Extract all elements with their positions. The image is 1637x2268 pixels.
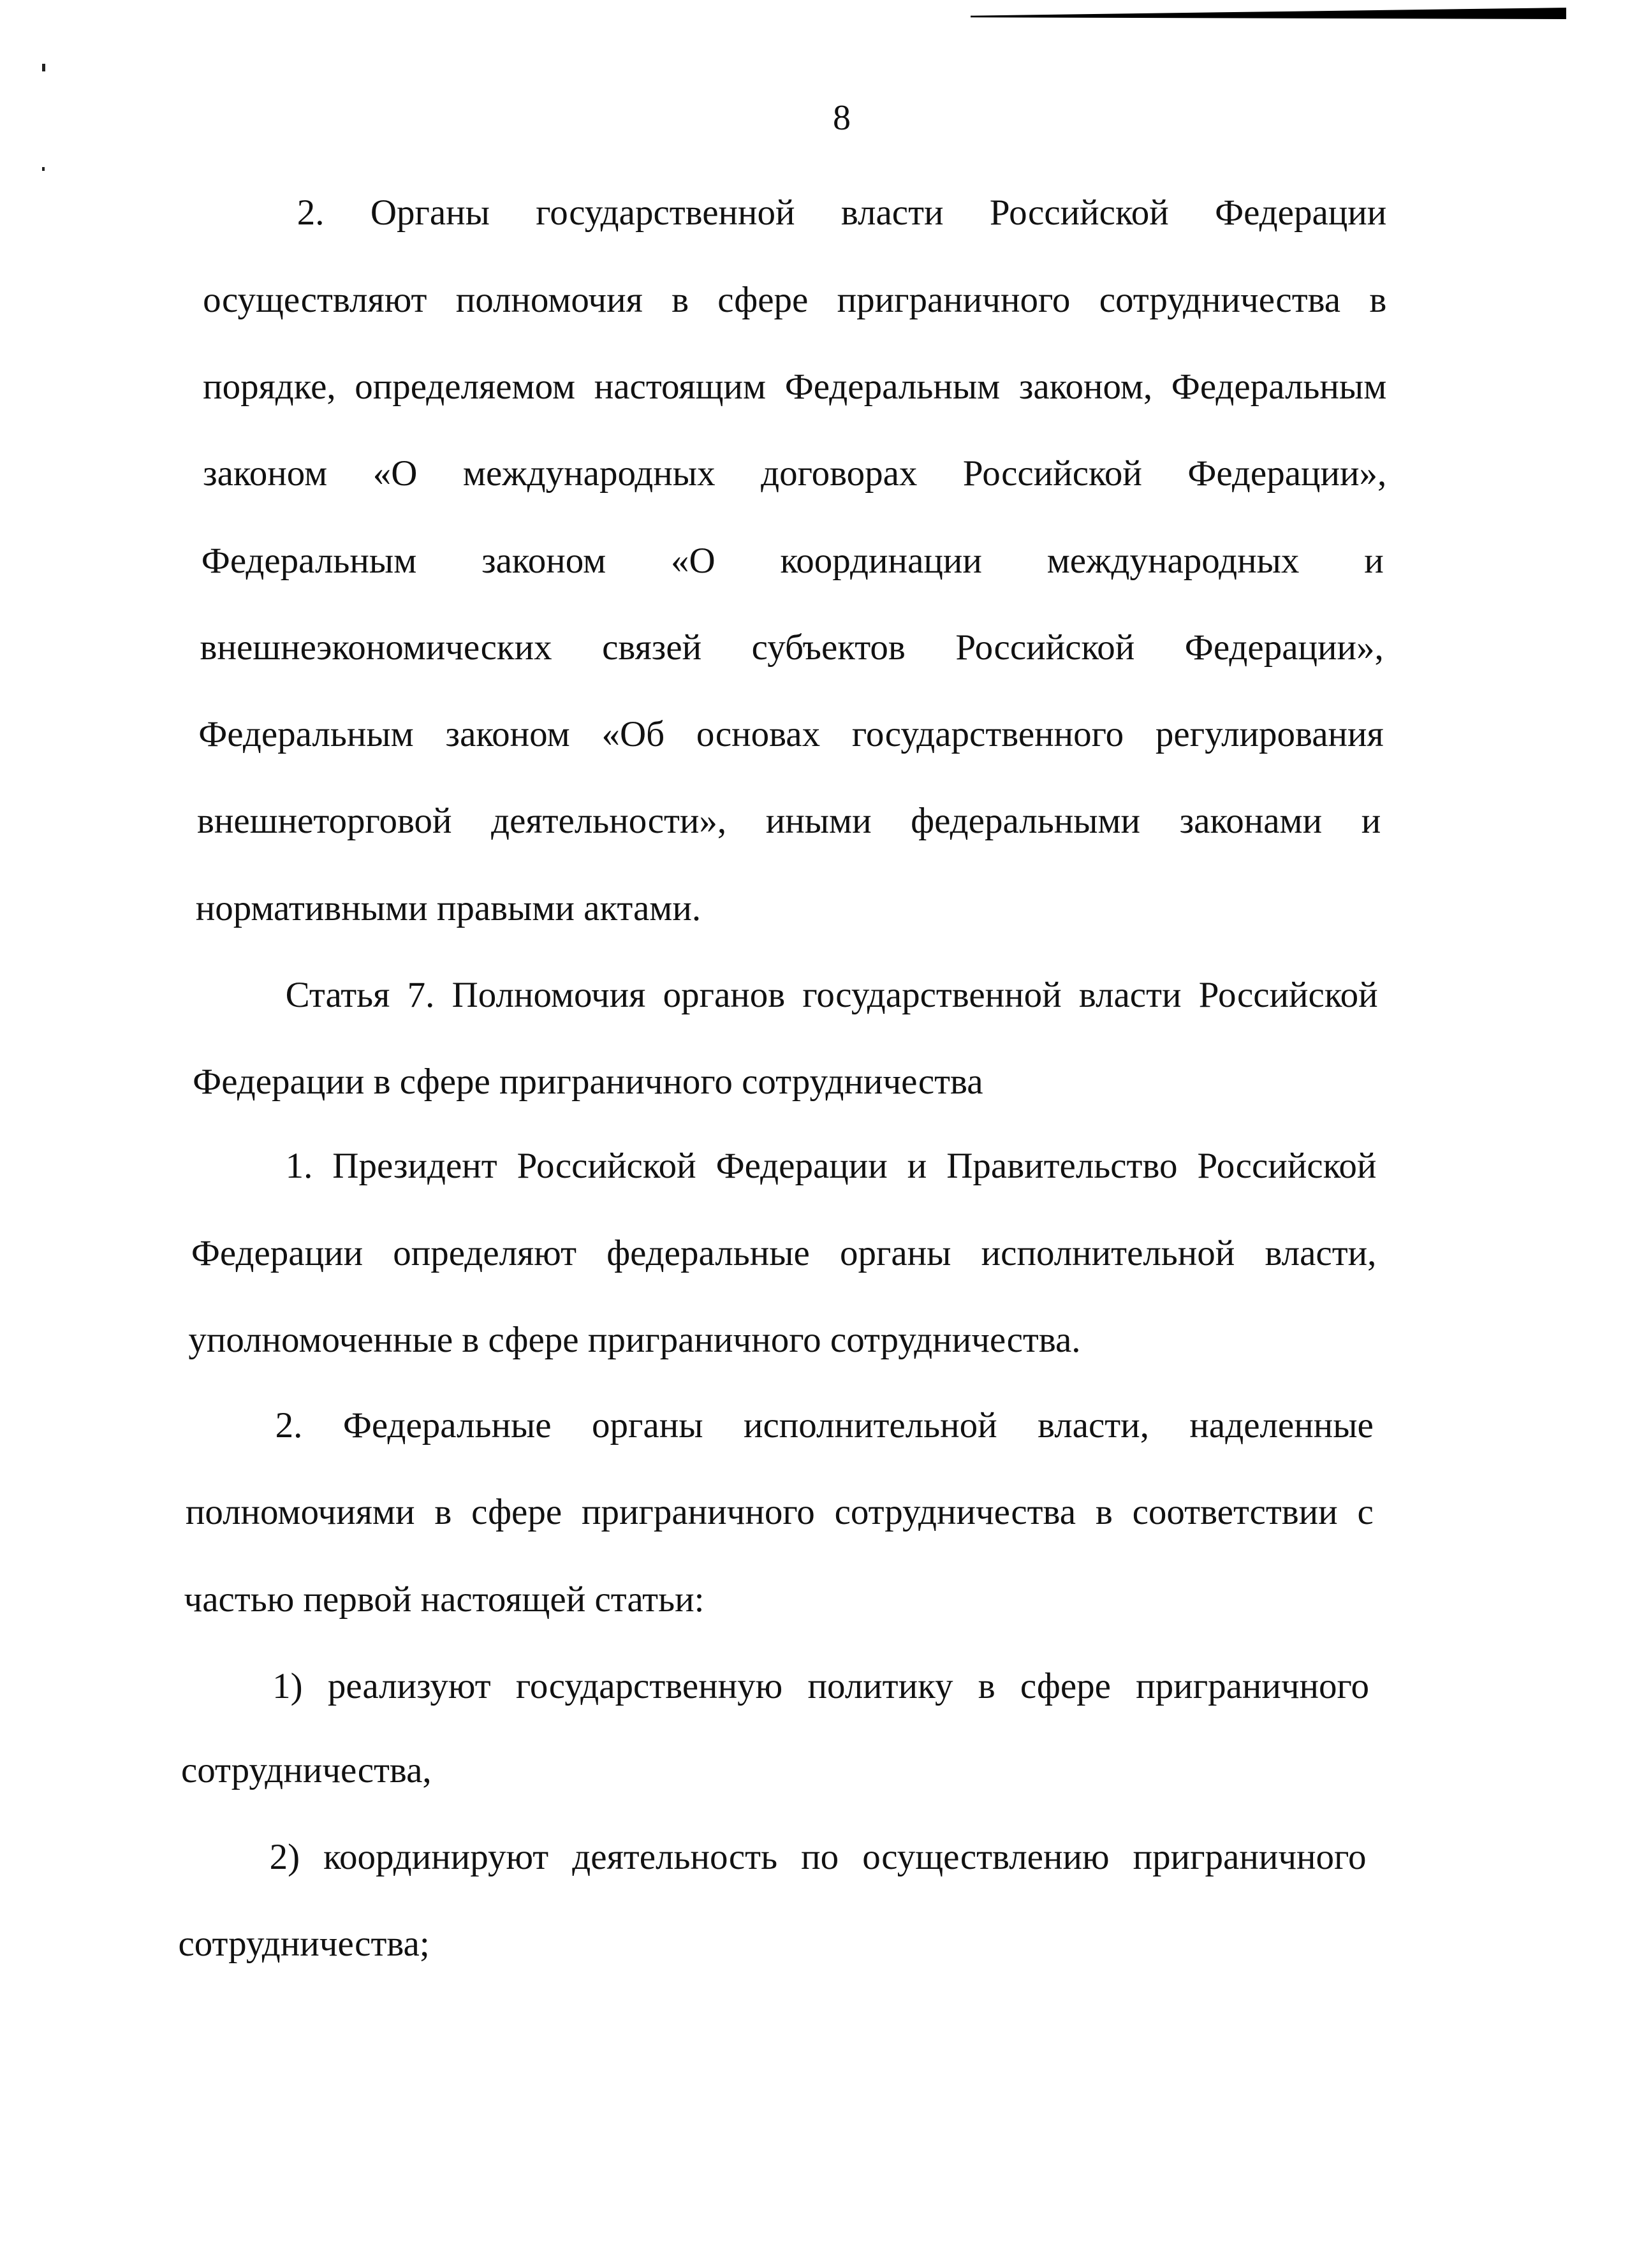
text-line: 2. Органы государственной власти Российской Федерации	[297, 193, 1387, 233]
text-line: Федеральным законом «О координации международных и	[201, 540, 1384, 581]
text-line: 2. Федеральные органы исполнительной власти, наделенные	[275, 1405, 1374, 1445]
text-line: полномочиями в сфере приграничного сотрудничества в соответствии с	[185, 1492, 1374, 1533]
text-line: сотрудничества,	[181, 1750, 432, 1790]
text-line: 1) реализуют государственную политику в сфере приграничного	[272, 1665, 1370, 1706]
text-line: частью первой настоящей статьи:	[184, 1579, 705, 1620]
scan-artifact-bar	[971, 8, 1566, 19]
text-line: законом «О международных договорах Российской Федерации»,	[203, 453, 1387, 494]
text-line: внешнеторговой деятельности», иными федеральными законами и	[196, 801, 1381, 842]
text-line: 1. Президент Российской Федерации и Правительство Российской	[285, 1146, 1377, 1187]
text-line: осуществляют полномочия в сфере приграничного сотрудничества в	[203, 279, 1387, 320]
text-line: Федерации в сфере приграничного сотрудничества	[193, 1062, 983, 1102]
text-line: порядке, определяемом настоящим Федеральным законом, Федеральным	[203, 366, 1387, 407]
text-line: Статья 7. Полномочия органов государственной власти Российской	[285, 975, 1378, 1016]
text-line: уполномоченные в сфере приграничного сотрудничества.	[188, 1319, 1081, 1360]
page-number: 8	[833, 98, 851, 138]
text-line: нормативными правыми актами.	[195, 888, 701, 928]
scan-artifact-dot	[42, 64, 45, 71]
text-line: сотрудничества;	[178, 1924, 430, 1964]
text-line: внешнеэкономических связей субъектов Российской Федерации»,	[200, 627, 1384, 668]
text-line: 2) координируют деятельность по осуществлению приграничного	[269, 1836, 1367, 1877]
scan-artifact-dot	[42, 167, 45, 171]
text-line: Федеральным законом «Об основах государственного регулирования	[198, 714, 1384, 755]
text-line: Федерации определяют федеральные органы исполнительной власти,	[191, 1233, 1377, 1273]
